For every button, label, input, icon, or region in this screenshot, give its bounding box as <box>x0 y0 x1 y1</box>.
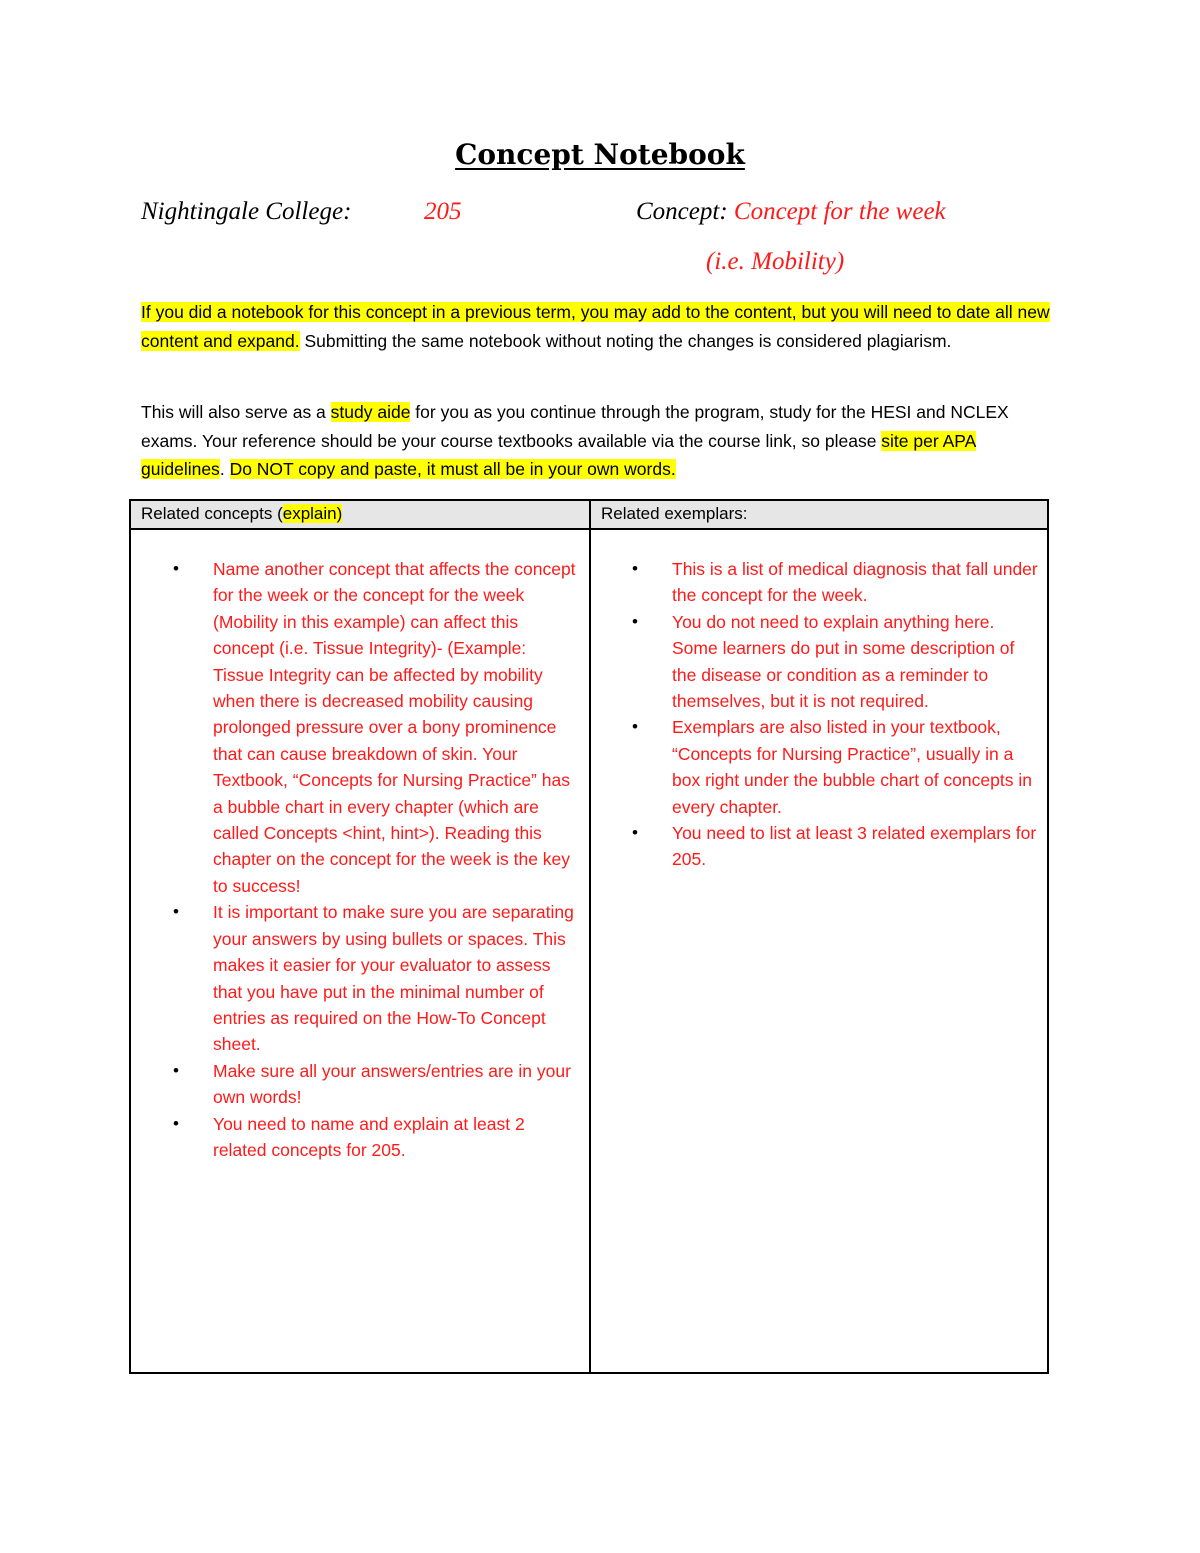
sentence-dot: . <box>219 459 225 479</box>
list-item-text: Make sure all your answers/entries are in your own words! <box>213 1060 571 1108</box>
list-item <box>632 820 1040 873</box>
list-item <box>632 556 1040 609</box>
bullet-icon: • <box>632 611 638 631</box>
list-item-text: It is important to make sure you are separating your answers by using bullets or spaces. This makes it easier for your evaluator to assess that you have put in the minimal number of entries as required on the How-To Concept sheet. <box>213 902 574 1055</box>
list-item-text: This is a list of medical diagnosis that fall under the concept for the week. <box>672 559 1038 606</box>
bullet-icon: • <box>632 823 638 843</box>
list-item-text: Name another concept that affects the concept for the week or the concept for the week (Mobility in this example) can affect this concept (i.e. Tissue Integrity)- (Example: Tissue Integrity can be affected by mobility when there is decreased mobility causing prolonged pressure over a bony prominence that can cause breakdown of skin. Your Textbook, “Concepts for Nursing Practice” has a bubble chart in every chapter (which are called Concepts <hint, hint>). Reading this chapter on the concept for the week is the key to success! <box>213 559 576 896</box>
reference-note: for you as you continue through the program, study for the HESI and NCLEX exams. Your reference should be your course textbooks available via the course link, so please <box>141 402 1009 451</box>
intro-paragraph-2 <box>141 398 1061 484</box>
concept-value: Concept for the week <box>733 198 946 225</box>
related-concepts-header <box>141 504 342 524</box>
college-label: Nightingale College: <box>141 198 352 225</box>
study-aide-highlight: study aide <box>330 402 411 422</box>
bullet-icon: • <box>173 559 179 578</box>
bullet-icon: • <box>173 1060 179 1080</box>
plagiarism-note: Submitting the same notebook without noting the changes is considered plagiarism. <box>299 330 952 351</box>
bullet-icon: • <box>632 559 638 578</box>
list-item <box>173 899 579 1057</box>
plagiarism-highlight: If you did a notebook for this concept in a previous term, you may add to the content, but you will need to date all new content and expand. <box>141 302 1050 351</box>
bullet-icon: • <box>173 902 179 922</box>
related-exemplars-column <box>632 556 1040 873</box>
related-exemplars-header: Related exemplars: <box>601 504 748 523</box>
list-item-text: You do not need to explain anything here. Some learners do put in some description of the disease or condition as a reminder to themselves, but it is not required. <box>672 611 1015 712</box>
bullet-icon: • <box>173 1113 179 1133</box>
related-concepts-list <box>173 556 579 1163</box>
list-item-text: You need to name and explain at least 2 related concepts for 205. <box>213 1113 525 1160</box>
related-exemplars-list <box>632 556 1040 873</box>
intro-paragraph-1 <box>141 298 1061 355</box>
copy-warning: Do NOT copy and paste, it must all be in your own words. <box>229 459 676 479</box>
list-item <box>632 609 1040 715</box>
related-concepts-column <box>173 556 579 1163</box>
page-title: Concept Notebook <box>455 138 745 171</box>
concept-label: Concept: <box>636 198 728 225</box>
related-concepts-label: Related concepts ( <box>141 504 283 523</box>
list-item <box>173 1058 579 1111</box>
list-item <box>632 714 1040 820</box>
column-divider <box>589 501 591 1372</box>
bullet-icon: • <box>632 717 638 737</box>
list-item <box>173 556 579 899</box>
list-item-text: Exemplars are also listed in your textbook, “Concepts for Nursing Practice”, usually in a box right under the bubble chart of concepts in every chapter. <box>672 717 1032 817</box>
concept-table <box>129 499 1049 1374</box>
explain-highlight: explain) <box>282 504 343 523</box>
concept-example: (i.e. Mobility) <box>706 248 845 275</box>
list-item <box>173 1111 579 1164</box>
concept-heading <box>636 198 946 226</box>
study-aide-intro: This will also serve as a <box>141 402 331 422</box>
list-item-text: You need to list at least 3 related exemplars for 205. <box>672 823 1037 870</box>
apa-highlight: site per APA guidelines <box>141 430 977 479</box>
course-number: 205 <box>424 198 462 225</box>
